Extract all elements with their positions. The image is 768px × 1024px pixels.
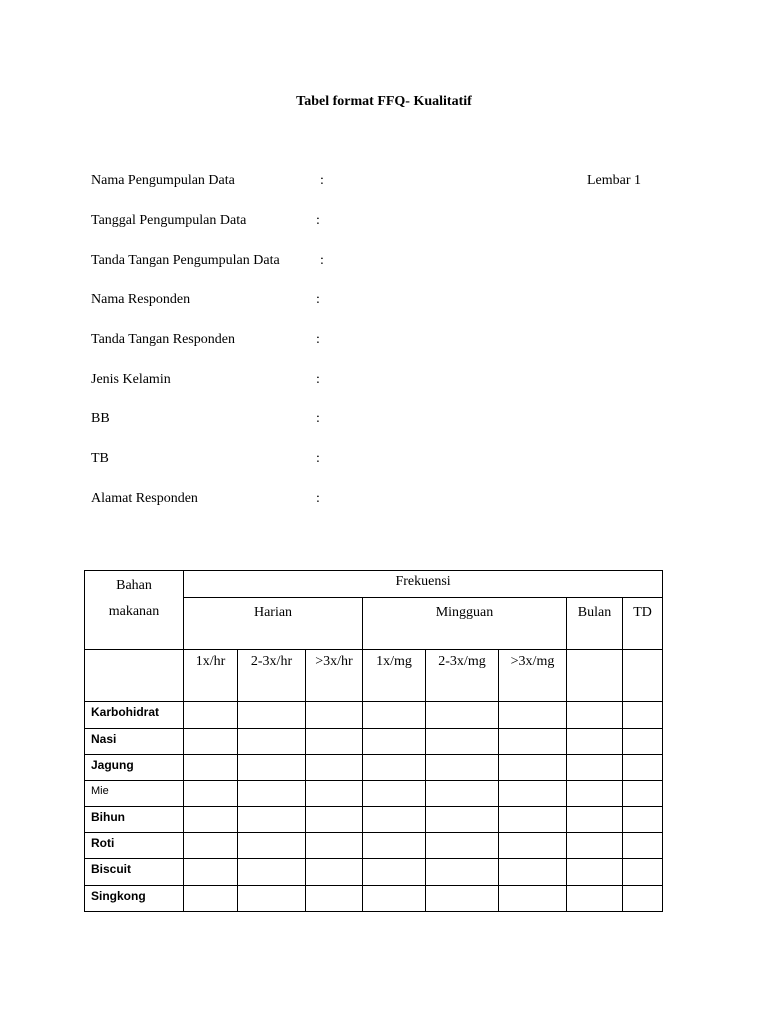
field-tanda-tangan-pengumpulan-data: Tanda Tangan Pengumpulan Data <box>91 253 280 268</box>
input-cell[interactable] <box>499 755 567 781</box>
field-tanda-tangan-responden: Tanda Tangan Responden <box>91 332 235 347</box>
header-2-3x-mg: 2-3x/mg <box>426 650 499 702</box>
input-cell[interactable] <box>184 833 238 859</box>
row-label-bihun: Bihun <box>85 807 184 833</box>
input-cell[interactable] <box>426 781 499 807</box>
field-colon: : <box>316 372 320 387</box>
input-cell[interactable] <box>499 807 567 833</box>
header-bahan-line2: makanan <box>108 604 160 619</box>
input-cell[interactable] <box>306 859 363 886</box>
input-cell[interactable] <box>184 755 238 781</box>
table-row <box>85 833 663 859</box>
input-cell[interactable] <box>306 807 363 833</box>
table-row <box>85 807 663 833</box>
input-cell[interactable] <box>567 833 623 859</box>
row-label-singkong: Singkong <box>85 886 184 912</box>
row-label-mie: Mie <box>85 781 184 807</box>
header-empty-cell <box>85 650 184 702</box>
input-cell[interactable] <box>623 833 663 859</box>
input-cell[interactable] <box>426 886 499 912</box>
field-tanggal-pengumpulan-data: Tanggal Pengumpulan Data <box>91 213 247 228</box>
input-cell[interactable] <box>184 807 238 833</box>
table-row <box>85 781 663 807</box>
field-nama-responden: Nama Responden <box>91 292 191 307</box>
header-harian: Harian <box>184 598 363 650</box>
row-label-roti: Roti <box>85 833 184 859</box>
table-row <box>85 702 663 729</box>
input-cell[interactable] <box>567 755 623 781</box>
field-colon: : <box>316 332 320 347</box>
header-1x-hr: 1x/hr <box>184 650 238 702</box>
ffq-table <box>84 570 663 912</box>
header-bahan-makanan <box>85 571 184 650</box>
input-cell[interactable] <box>499 729 567 755</box>
input-cell[interactable] <box>499 702 567 729</box>
input-cell[interactable] <box>238 755 306 781</box>
input-cell[interactable] <box>567 702 623 729</box>
header-bulan-empty <box>567 650 623 702</box>
header-frekuensi: Frekuensi <box>184 571 663 598</box>
header-1x-mg: 1x/mg <box>363 650 426 702</box>
row-label-biscuit: Biscuit <box>85 859 184 886</box>
header-gt3x-mg: >3x/mg <box>499 650 567 702</box>
field-colon: : <box>316 451 320 466</box>
field-tb: TB <box>91 451 109 466</box>
input-cell[interactable] <box>363 755 426 781</box>
field-colon: : <box>316 491 320 506</box>
table-row <box>85 886 663 912</box>
header-td-empty <box>623 650 663 702</box>
input-cell[interactable] <box>567 859 623 886</box>
input-cell[interactable] <box>567 781 623 807</box>
input-cell[interactable] <box>306 702 363 729</box>
header-bahan-line1: Bahan <box>116 578 152 593</box>
input-cell[interactable] <box>363 702 426 729</box>
input-cell[interactable] <box>499 833 567 859</box>
header-gt3x-hr: >3x/hr <box>306 650 363 702</box>
input-cell[interactable] <box>363 833 426 859</box>
input-cell[interactable] <box>426 807 499 833</box>
field-colon: : <box>316 292 320 307</box>
input-cell[interactable] <box>184 859 238 886</box>
input-cell[interactable] <box>426 755 499 781</box>
sheet-number: Lembar 1 <box>587 173 642 188</box>
input-cell[interactable] <box>363 807 426 833</box>
field-colon: : <box>320 253 324 268</box>
input-cell[interactable] <box>567 807 623 833</box>
input-cell[interactable] <box>363 886 426 912</box>
input-cell[interactable] <box>499 781 567 807</box>
input-cell[interactable] <box>306 729 363 755</box>
input-cell[interactable] <box>363 859 426 886</box>
header-mingguan: Mingguan <box>363 598 567 650</box>
input-cell[interactable] <box>567 729 623 755</box>
row-label-nasi: Nasi <box>85 729 184 755</box>
row-label-karbohidrat: Karbohidrat <box>85 702 184 729</box>
field-jenis-kelamin: Jenis Kelamin <box>91 372 171 387</box>
field-nama-pengumpulan-data: Nama Pengumpulan Data <box>91 173 235 188</box>
input-cell[interactable] <box>238 702 306 729</box>
input-cell[interactable] <box>238 781 306 807</box>
input-cell[interactable] <box>306 781 363 807</box>
input-cell[interactable] <box>499 886 567 912</box>
input-cell[interactable] <box>306 755 363 781</box>
input-cell[interactable] <box>623 729 663 755</box>
input-cell[interactable] <box>238 729 306 755</box>
field-colon: : <box>320 173 324 188</box>
input-cell[interactable] <box>363 781 426 807</box>
input-cell[interactable] <box>184 781 238 807</box>
field-colon: : <box>316 411 320 426</box>
field-colon: : <box>316 213 320 228</box>
input-cell[interactable] <box>184 886 238 912</box>
input-cell[interactable] <box>623 781 663 807</box>
input-cell[interactable] <box>623 702 663 729</box>
input-cell[interactable] <box>426 859 499 886</box>
field-bb: BB <box>91 411 110 426</box>
input-cell[interactable] <box>426 729 499 755</box>
document-title: Tabel format FFQ- Kualitatif <box>296 94 472 109</box>
input-cell[interactable] <box>426 833 499 859</box>
header-2-3x-hr: 2-3x/hr <box>238 650 306 702</box>
input-cell[interactable] <box>184 729 238 755</box>
table-row <box>85 859 663 886</box>
input-cell[interactable] <box>623 755 663 781</box>
input-cell[interactable] <box>238 886 306 912</box>
input-cell[interactable] <box>238 859 306 886</box>
input-cell[interactable] <box>499 859 567 886</box>
input-cell[interactable] <box>567 886 623 912</box>
input-cell[interactable] <box>306 833 363 859</box>
header-td: TD <box>623 598 663 650</box>
input-cell[interactable] <box>238 833 306 859</box>
input-cell[interactable] <box>623 807 663 833</box>
row-label-jagung: Jagung <box>85 755 184 781</box>
table-row <box>85 729 663 755</box>
input-cell[interactable] <box>363 729 426 755</box>
field-alamat-responden: Alamat Responden <box>91 491 198 506</box>
input-cell[interactable] <box>306 886 363 912</box>
input-cell[interactable] <box>623 886 663 912</box>
header-bulan: Bulan <box>567 598 623 650</box>
input-cell[interactable] <box>238 807 306 833</box>
input-cell[interactable] <box>184 702 238 729</box>
table-row <box>85 755 663 781</box>
input-cell[interactable] <box>426 702 499 729</box>
input-cell[interactable] <box>623 859 663 886</box>
